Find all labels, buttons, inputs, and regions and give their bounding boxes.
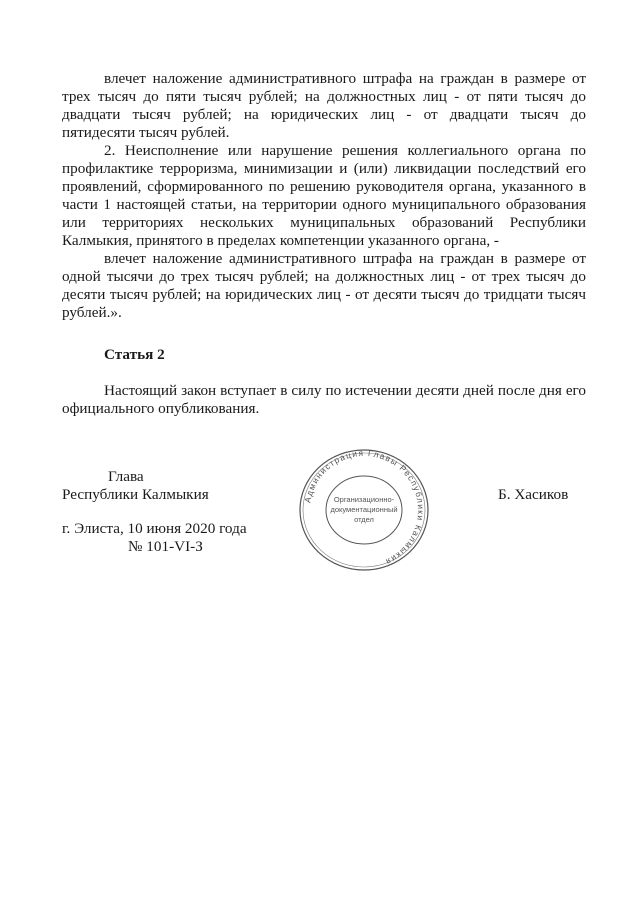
- paragraph-1-line-2: трех тысяч до пяти тысяч рублей; на должностных лиц - от пяти тысяч до: [62, 88, 586, 105]
- law-number: № 101-VI-З: [128, 538, 203, 555]
- place-and-date: г. Элиста, 10 июня 2020 года: [62, 520, 247, 537]
- article-2-text-line-2: официального опубликования.: [62, 400, 260, 417]
- paragraph-1-line-3: двадцати тысяч рублей; на юридических лиц - от двадцати тысяч до: [62, 106, 586, 123]
- paragraph-1-line-1: влечет наложение административного штрафа на граждан в размере от: [104, 70, 586, 87]
- official-stamp: [296, 446, 432, 574]
- paragraph-2-line-2: профилактике терроризма, минимизации и (или) ликвидации последствий его: [62, 160, 586, 177]
- signatory-title-line-2: Республики Калмыкия: [62, 486, 209, 503]
- paragraph-2-line-4: части 1 настоящей статьи, на территории одного муниципального образования: [62, 196, 586, 213]
- paragraph-2-line-6: Калмыкия, принятого в пределах компетенции указанного органа, -: [62, 232, 499, 249]
- paragraph-1-line-4: пятидесяти тысяч рублей.: [62, 124, 230, 141]
- signatory-name: Б. Хасиков: [498, 486, 569, 503]
- stamp-center-line-1: Организационно-: [333, 495, 395, 504]
- paragraph-3-line-1: влечет наложение административного штрафа на граждан в размере от: [104, 250, 586, 267]
- signatory-title-line-1: Глава: [108, 468, 144, 485]
- stamp-center-line-3: отдел: [354, 515, 374, 524]
- article-2-text-line-1: Настоящий закон вступает в силу по истечении десяти дней после дня его: [104, 382, 586, 399]
- paragraph-3-line-2: одной тысячи до трех тысяч рублей; на должностных лиц - от трех тысяч до: [62, 268, 586, 285]
- paragraph-3-line-3: десяти тысяч рублей; на юридических лиц - от десяти тысяч до тридцати тысяч: [62, 286, 586, 303]
- article-2-heading: Статья 2: [104, 346, 165, 363]
- stamp-outer-text: Администрация Главы Республики Калмыкия: [302, 447, 427, 568]
- paragraph-2-line-1: 2. Неисполнение или нарушение решения коллегиального органа по: [104, 142, 586, 159]
- stamp-center-line-2: документационный: [330, 505, 398, 514]
- paragraph-2-line-5: или территориях нескольких муниципальных образований Республики: [62, 214, 586, 231]
- paragraph-3-line-4: рублей.».: [62, 304, 122, 321]
- paragraph-2-line-3: проявлений, сформированного по решению руководителя органа, указанного в: [62, 178, 586, 195]
